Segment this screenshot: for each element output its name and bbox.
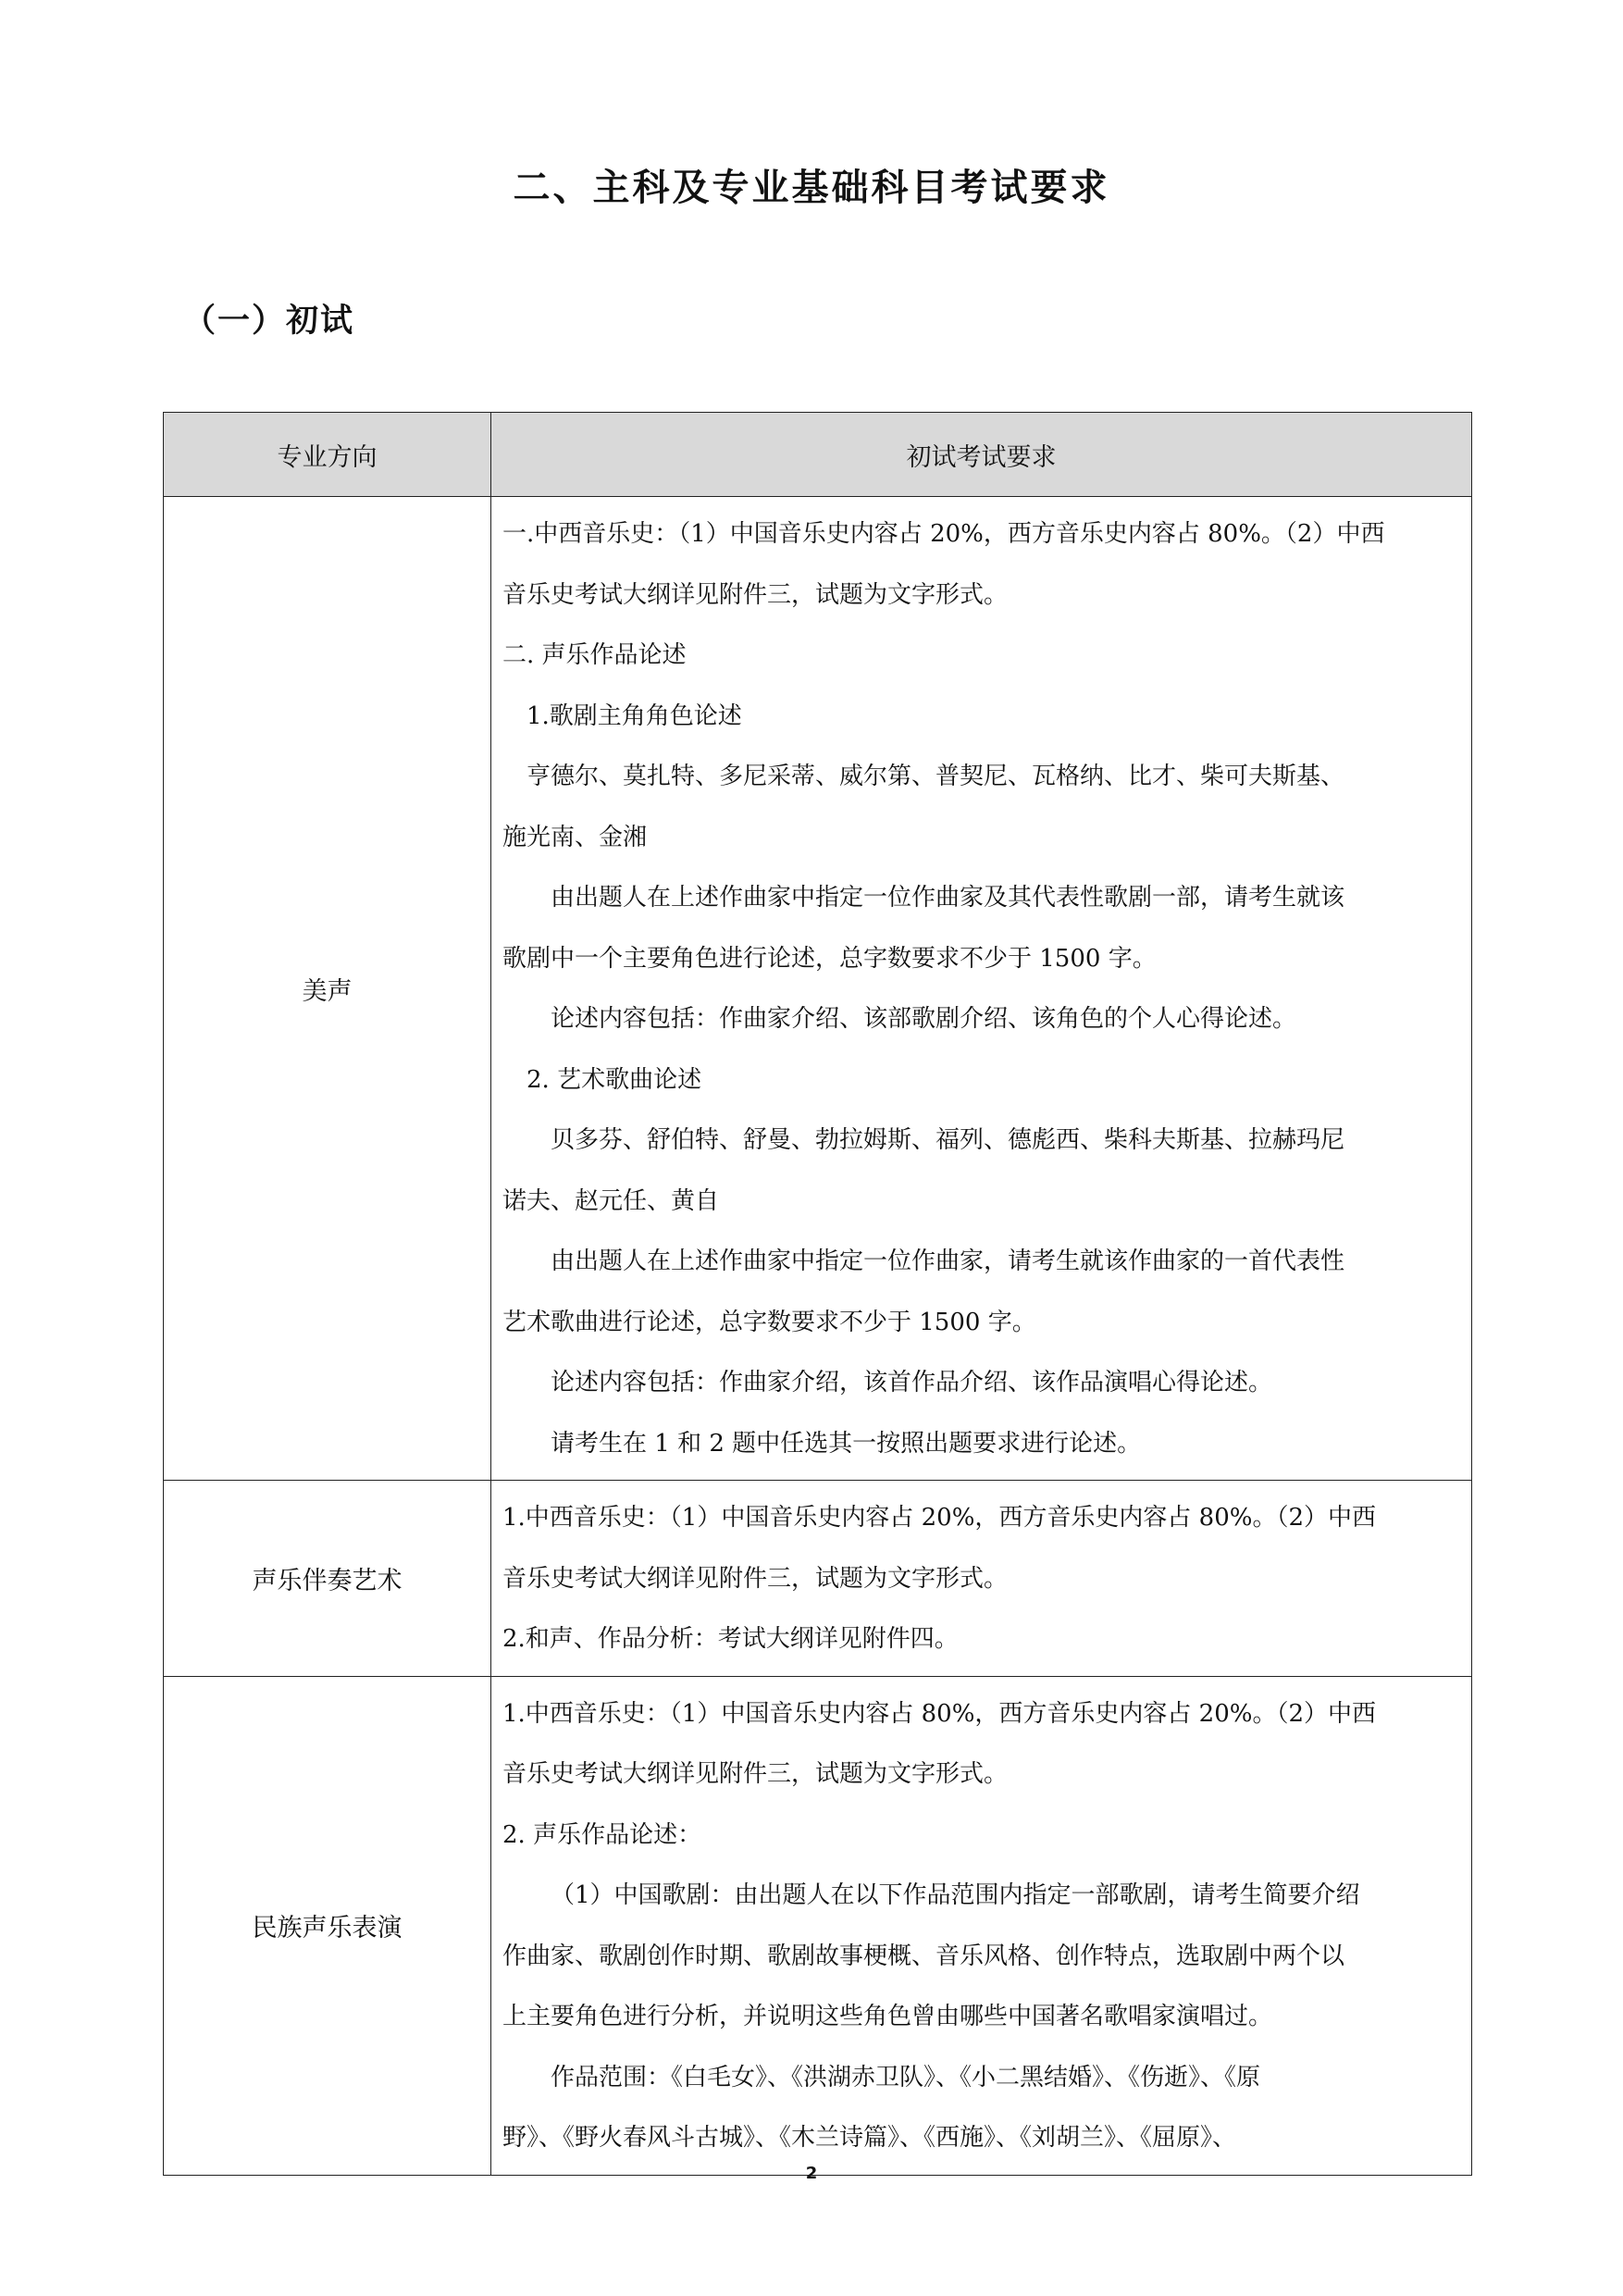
requirement-line: 音乐史考试大纲详见附件三，试题为文字形式。 xyxy=(502,1760,1009,1788)
header-requirements: 初试考试要求 xyxy=(491,413,1472,497)
requirements-table xyxy=(163,412,1472,2176)
direction-cell: 声乐伴奏艺术 xyxy=(164,1481,491,1677)
requirement-line: 一.中西音乐史：（1）中国音乐史内容占 20%，西方音乐史内容占 80%。（2）中西 xyxy=(502,520,1385,548)
table-row xyxy=(164,1481,1472,1677)
requirement-line: 1.中西音乐史：（1）中国音乐史内容占 20%，西方音乐史内容占 80%。（2）中西 xyxy=(502,1504,1376,1532)
requirements-cell xyxy=(491,1481,1472,1677)
requirement-line: 2. 艺术歌曲论述 xyxy=(527,1065,702,1094)
requirement-line: 贝多芬、舒伯特、舒曼、勃拉姆斯、福列、德彪西、柴科夫斯基、拉赫玛尼 xyxy=(551,1126,1345,1154)
requirement-line: 1.歌剧主角角色论述 xyxy=(527,701,742,730)
section-heading: （一）初试 xyxy=(183,303,355,340)
page-number: 2 xyxy=(805,2164,818,2183)
requirement-line: 亨德尔、莫扎特、多尼采蒂、威尔第、普契尼、瓦格纳、比才、柴可夫斯基、 xyxy=(527,763,1345,790)
requirement-line: 上主要角色进行分析，并说明这些角色曾由哪些中国著名歌唱家演唱过。 xyxy=(502,2003,1273,2030)
requirement-line: 请考生在 1 和 2 题中任选其一按照出题要求进行论述。 xyxy=(551,1429,1142,1458)
table-row xyxy=(164,1676,1472,2175)
requirement-line: 2.和声、作品分析：考试大纲详见附件四。 xyxy=(502,1625,959,1653)
requirements-cell xyxy=(491,1676,1472,2175)
requirement-line: 2. 声乐作品论述： xyxy=(502,1820,702,1849)
header-direction: 专业方向 xyxy=(164,413,491,497)
requirements-cell xyxy=(491,497,1472,1481)
direction-cell: 民族声乐表演 xyxy=(164,1676,491,2175)
requirement-line: 音乐史考试大纲详见附件三，试题为文字形式。 xyxy=(502,1564,1009,1593)
requirement-line: 1.中西音乐史：（1）中国音乐史内容占 80%，西方音乐史内容占 20%。（2）中西 xyxy=(502,1699,1376,1728)
requirement-line: 二. 声乐作品论述 xyxy=(502,641,687,669)
table-row xyxy=(164,497,1472,1481)
requirement-line: 由出题人在上述作曲家中指定一位作曲家及其代表性歌剧一部，请考生就该 xyxy=(551,884,1345,912)
requirement-line: 诺夫、赵元任、黄自 xyxy=(502,1186,720,1215)
requirement-line: 论述内容包括：作曲家介绍，该首作品介绍、该作品演唱心得论述。 xyxy=(551,1369,1273,1396)
requirement-line: 由出题人在上述作曲家中指定一位作曲家，请考生就该作曲家的一首代表性 xyxy=(551,1247,1345,1275)
table-header-row xyxy=(164,413,1472,497)
requirement-line: 作品范围：《白毛女》、《洪湖赤卫队》、《小二黑结婚》、《伤逝》、《原 xyxy=(551,2063,1261,2091)
requirement-line: （1）中国歌剧：由出题人在以下作品范围内指定一部歌剧，请考生简要介绍 xyxy=(551,1881,1360,1909)
requirement-line: 音乐史考试大纲详见附件三，试题为文字形式。 xyxy=(502,580,1009,609)
requirement-line: 艺术歌曲进行论述，总字数要求不少于 1500 字。 xyxy=(502,1308,1036,1336)
page-title: 二、主科及专业基础科目考试要求 xyxy=(513,167,1110,209)
direction-cell: 美声 xyxy=(164,497,491,1481)
requirement-line: 野》、《野火春风斗古城》、《木兰诗篇》、《西施》、《刘胡兰》、《屈原》、 xyxy=(502,2124,1237,2152)
requirement-line: 歌剧中一个主要角色进行论述，总字数要求不少于 1500 字。 xyxy=(502,944,1157,973)
requirement-line: 施光南、金湘 xyxy=(502,823,648,851)
requirement-line: 作曲家、歌剧创作时期、歌剧故事梗概、音乐风格、创作特点，选取剧中两个以 xyxy=(502,1942,1345,1970)
requirement-line: 论述内容包括：作曲家介绍、该部歌剧介绍、该角色的个人心得论述。 xyxy=(551,1005,1297,1033)
